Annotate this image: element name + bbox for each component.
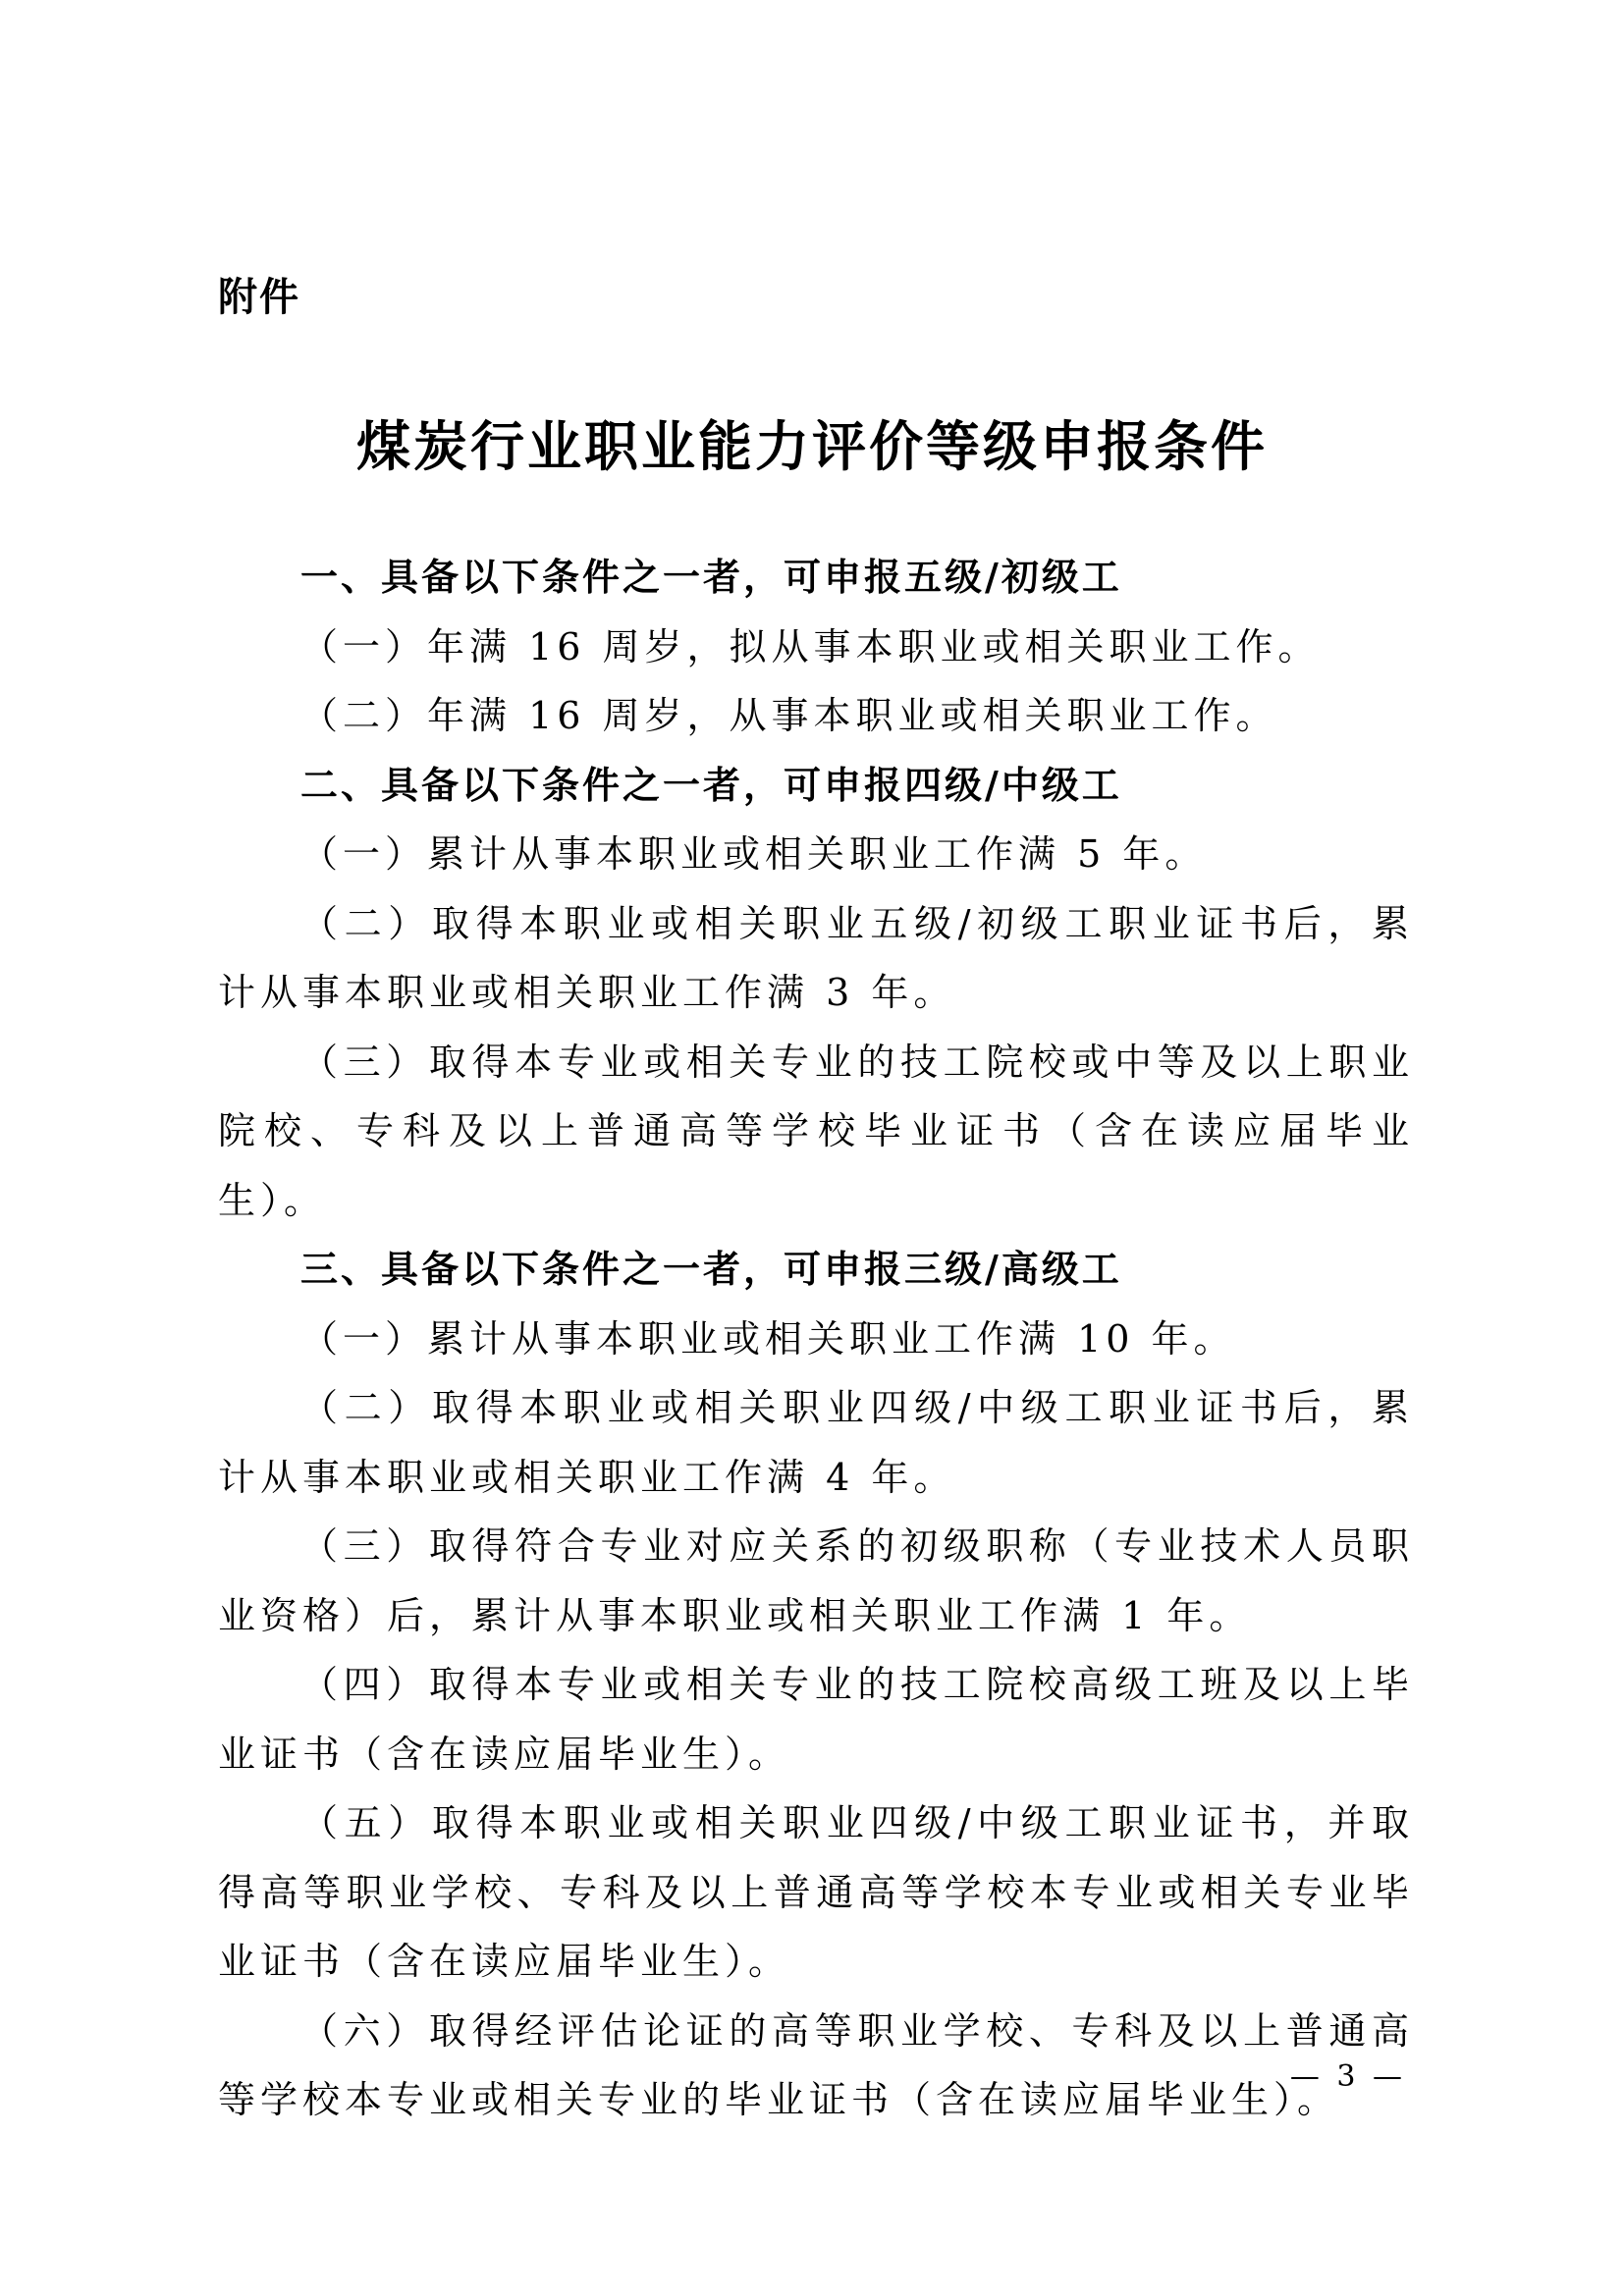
condition-item: （一）累计从事本职业或相关职业工作满 10 年。: [300, 1316, 1236, 1361]
attachment-label: 附件: [218, 275, 300, 320]
condition-item: （一）累计从事本职业或相关职业工作满 5 年。: [300, 832, 1208, 876]
condition-item: （二）取得本职业或相关职业四级/中级工职业证书后，累计从事本职业或相关职业工作满 4 年。: [218, 1386, 1414, 1499]
page-number: — 3 —: [1289, 2059, 1406, 2094]
condition-item: （五）取得本职业或相关职业四级/中级工职业证书，并取得高等职业学校、专科及以上普通高等学校本专业或相关专业毕业证书（含在读应届毕业生）。: [218, 1801, 1414, 1983]
document-body: [218, 543, 1414, 2135]
section-heading-level3: 三、具备以下条件之一者，可申报三级/高级工: [300, 1248, 1122, 1291]
condition-item: （三）取得符合专业对应关系的初级职称（专业技术人员职业资格）后，累计从事本职业或相关职业工作满 1 年。: [218, 1524, 1414, 1637]
condition-item: （二）取得本职业或相关职业五级/初级工职业证书后，累计从事本职业或相关职业工作满 3 年。: [218, 901, 1414, 1014]
document-title: 煤炭行业职业能力评价等级申报条件: [355, 415, 1268, 478]
condition-item: （二）年满 16 周岁，从事本职业或相关职业工作。: [300, 694, 1278, 737]
section-heading-level5: 一、具备以下条件之一者，可申报五级/初级工: [300, 556, 1122, 599]
condition-item: （六）取得经评估论证的高等职业学校、专科及以上普通高等学校本专业或相关专业的毕业证书（含在读应届毕业生）。: [218, 2008, 1414, 2121]
condition-item: （一）年满 16 周岁，拟从事本职业或相关职业工作。: [300, 624, 1321, 668]
section-heading-level4: 二、具备以下条件之一者，可申报四级/中级工: [300, 763, 1122, 807]
condition-item: （三）取得本专业或相关专业的技工院校或中等及以上职业院校、专科及以上普通高等学校毕业证书（含在读应届毕业生）。: [218, 1040, 1414, 1222]
condition-item: （四）取得本专业或相关专业的技工院校高级工班及以上毕业证书（含在读应届毕业生）。: [218, 1663, 1414, 1776]
